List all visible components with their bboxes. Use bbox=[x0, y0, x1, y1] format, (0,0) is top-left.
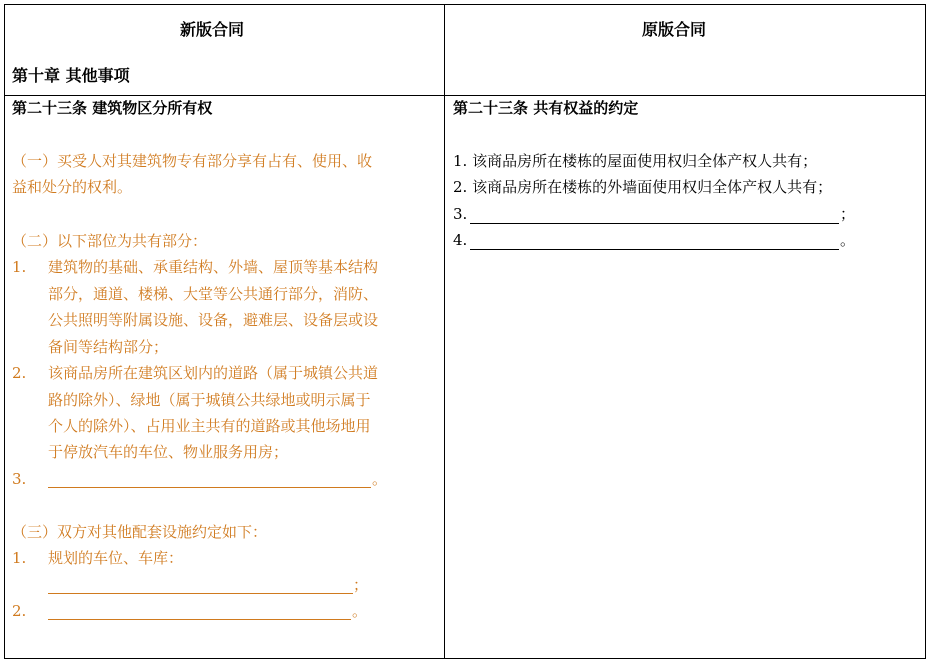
new-item1-line2: 部分，通道、楼梯、大堂等公共通行部分，消防、 bbox=[48, 285, 379, 303]
new-item2-num: 2. bbox=[12, 364, 27, 382]
column-divider bbox=[444, 5, 445, 658]
new-item1-line4: 备间等结构部分； bbox=[48, 338, 169, 356]
old-item2: 2. 该商品房所在楼栋的外墙面使用权归全体产权人共有； bbox=[453, 178, 833, 196]
new-item1-line1: 建筑物的基础、承重结构、外墙、屋顶等基本结构 bbox=[48, 258, 379, 276]
new-item2-line3: 个人的除外）、占用业主共有的道路或其他场地用 bbox=[48, 417, 371, 435]
old-item1: 1. 该商品房所在楼栋的屋面使用权归全体产权人共有； bbox=[453, 152, 818, 170]
new-p3-item1-end: ； bbox=[353, 576, 369, 594]
old-item4-num: 4. bbox=[453, 231, 468, 249]
new-p2-title: （二）以下部位为共有部分： bbox=[12, 232, 208, 250]
new-item2-line1: 该商品房所在建筑区划内的道路（属于城镇公共道 bbox=[48, 364, 379, 382]
new-p3-item2-num: 2. bbox=[12, 602, 27, 620]
new-item1-num: 1. bbox=[12, 258, 27, 276]
old-item3-num: 3. bbox=[453, 205, 468, 223]
new-item3-num: 3. bbox=[12, 470, 27, 488]
new-article-title: 第二十三条 建筑物区分所有权 bbox=[12, 99, 213, 117]
new-p3-title: （三）双方对其他配套设施约定如下： bbox=[12, 523, 268, 541]
new-p3-item1-text: 规划的车位、车库： bbox=[48, 549, 184, 567]
new-p3-item2-end: 。 bbox=[352, 602, 368, 620]
chapter-title: 第十章 其他事项 bbox=[12, 66, 130, 85]
old-contract-title: 原版合同 bbox=[642, 20, 707, 39]
old-article-title: 第二十三条 共有权益的约定 bbox=[453, 99, 639, 117]
new-p3-item1-num: 1. bbox=[12, 549, 27, 567]
new-item3-blank bbox=[48, 487, 371, 488]
new-p3-item2-blank bbox=[48, 619, 351, 620]
new-p1-line1: （一）买受人对其建筑物专有部分享有占有、使用、收 bbox=[12, 152, 373, 170]
old-item3-blank bbox=[470, 223, 839, 224]
old-item4-blank bbox=[470, 249, 839, 250]
new-item3-end: 。 bbox=[372, 470, 388, 488]
new-p3-item1-blank bbox=[48, 593, 353, 594]
new-contract-title: 新版合同 bbox=[180, 20, 245, 39]
new-item1-line3: 公共照明等附属设施、设备，避难层、设备层或设 bbox=[48, 311, 379, 329]
new-p1-line2: 益和处分的权利。 bbox=[12, 178, 133, 196]
old-item4-end: 。 bbox=[840, 231, 856, 249]
header-divider bbox=[5, 95, 925, 96]
new-item2-line4: 于停放汽车的车位、物业服务用房； bbox=[48, 443, 289, 461]
old-item3-end: ； bbox=[840, 205, 856, 223]
new-item2-line2: 路的除外）、绿地（属于城镇公共绿地或明示属于 bbox=[48, 391, 371, 409]
